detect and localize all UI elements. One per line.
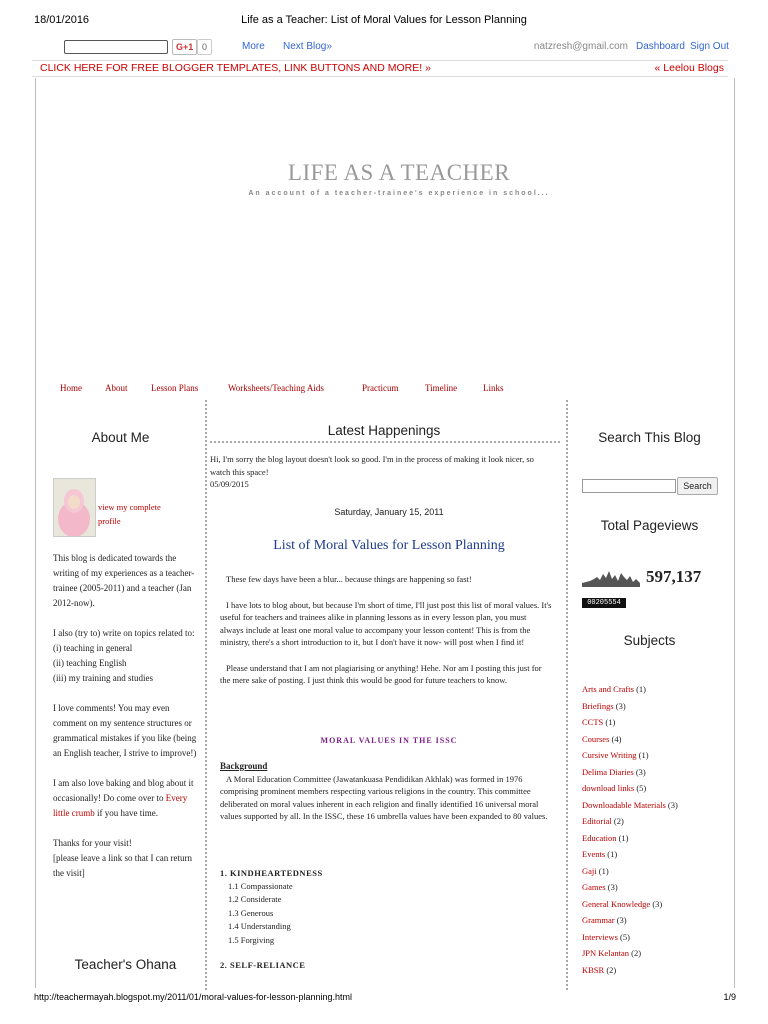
templates-banner <box>32 60 728 77</box>
value-heading-2: 2. SELF-RELIANCE <box>220 960 306 970</box>
value-item: 1.5 Forgiving <box>228 934 275 945</box>
label-link[interactable]: Editorial <box>582 816 612 826</box>
label-link[interactable]: Briefings <box>582 700 614 711</box>
profile-avatar[interactable] <box>53 478 96 537</box>
latest-message: Hi, I'm sorry the blog layout doesn't look so good. I'm in the process of making it look nicer, so watch this space! <box>210 454 534 477</box>
value-item: 1.4 Understanding <box>228 921 291 931</box>
label-count: (3) <box>615 700 626 711</box>
label-count: (2) <box>631 948 642 958</box>
label-count: (5) <box>636 783 647 793</box>
label-link[interactable]: Grammar <box>582 915 615 925</box>
print-title: Life as a Teacher: List of Moral Values for Lesson Planning <box>241 14 527 26</box>
label-count: (5) <box>620 931 630 942</box>
post-p2: I have lots to blog about, but because I'm short of time, I'll just post this list of moral values. It's useful for teachers and trainees alike in planning lessons as in every lesson plan, you must always include at least one moral value to accompany your lesson content! This is from the ministry, there's a short introduction to it, but I don't have it now- will post when I find it! <box>220 599 552 647</box>
background-section <box>220 760 552 823</box>
label-link[interactable]: KBSR <box>582 964 605 975</box>
latest-date: 05/09/2015 <box>210 479 249 489</box>
list-item <box>582 879 678 896</box>
print-url: http://teachermayah.blogspot.my/2011/01/moral-values-for-lesson-planning.html <box>34 992 352 1002</box>
gplus-count: 0 <box>197 39 212 55</box>
latest-divider <box>210 441 560 443</box>
label-count: (1) <box>618 832 629 843</box>
list-item <box>582 731 678 748</box>
blogger-navbar <box>34 38 734 58</box>
label-link[interactable]: General Knowledge <box>582 898 651 909</box>
post-p1: These few days have been a blur... because things are happening so fast! <box>226 574 472 584</box>
about-topics <box>53 626 198 686</box>
label-link[interactable]: Gaji <box>582 865 597 876</box>
search-button[interactable]: Search <box>677 477 718 495</box>
label-link[interactable]: download links <box>582 783 635 793</box>
list-item <box>582 681 678 698</box>
search-input[interactable] <box>582 479 676 493</box>
list-item <box>582 912 678 929</box>
gplus-button[interactable]: G+1 <box>172 39 197 55</box>
label-link[interactable]: Games <box>582 882 606 892</box>
value-item: 1.3 Generous <box>228 907 274 918</box>
label-count: (1) <box>636 684 646 694</box>
about-thanks-note: [please leave a link so that I can return the visit] <box>53 853 192 878</box>
list-item <box>582 780 678 797</box>
list-item <box>582 813 678 830</box>
templates-link[interactable]: CLICK HERE FOR FREE BLOGGER TEMPLATES, LINK BUTTONS AND MORE! » <box>40 62 431 74</box>
about-topics-intro: I also (try to) write on topics related to: <box>53 628 195 638</box>
more-link[interactable]: More <box>242 41 265 52</box>
about-baking-text: I am also love baking and blog about it occasionally! Do come over to <box>53 778 194 803</box>
post-date: Saturday, January 15, 2011 <box>334 507 444 517</box>
menu-links[interactable]: Links <box>483 383 504 393</box>
list-item <box>582 863 678 880</box>
about-topic-3: (iii) my training and studies <box>53 673 153 683</box>
subjects-list <box>582 681 678 978</box>
teachers-ohana-title: Teacher's Ohana <box>74 957 177 972</box>
label-link[interactable]: JPN Kelantan <box>582 948 629 958</box>
post-intro <box>220 573 552 687</box>
label-link[interactable]: Delima Diaries <box>582 766 634 777</box>
label-count: (1) <box>605 717 616 727</box>
about-text <box>53 551 198 896</box>
about-topic-1: (i) teaching in general <box>53 643 133 653</box>
label-count: (3) <box>616 915 627 925</box>
user-email: natzresh@gmail.com <box>533 41 628 52</box>
post-p3: Please understand that I am not plagiarising or anything! Hehe. Nor am I posting this just for the mere sake of posting. I just think this would be good for future teachers to know. <box>220 662 542 685</box>
list-item <box>582 764 678 781</box>
label-link[interactable]: Downloadable Materials <box>582 799 666 810</box>
label-count: (3) <box>607 882 618 892</box>
value-heading-1: 1. KINDHEARTEDNESS <box>220 868 323 878</box>
pageviews-title: Total Pageviews <box>600 518 699 533</box>
menu-lesson-plans[interactable]: Lesson Plans <box>151 383 199 393</box>
search-title: Search This Blog <box>598 430 701 445</box>
label-count: (3) <box>635 766 646 777</box>
about-me-title: About Me <box>91 430 150 445</box>
section-heading: MORAL VALUES IN THE ISSC <box>320 736 458 745</box>
navbar-search-input[interactable] <box>64 40 168 54</box>
about-baking <box>53 776 198 821</box>
background-text: A Moral Education Committee (Jawatankuasa Pendidikan Akhlak) was formed in 1976 comprising prominent members respecting various religions in the country. This committee deliberated on moral values inherent in each religion and finally identified 16 universal moral values supported by all. In the ISSC, these 16 umbrella values have been expanded to 80 values. <box>220 773 548 821</box>
pageviews-counter: 00205554 <box>582 598 626 608</box>
about-baking-text-end: if you have time. <box>97 808 158 818</box>
post-title[interactable]: List of Moral Values for Lesson Planning <box>273 538 505 553</box>
menu-practicum[interactable]: Practicum <box>362 383 399 393</box>
next-blog-link[interactable]: Next Blog» <box>283 41 332 52</box>
label-count: (1) <box>598 865 609 876</box>
list-item <box>582 714 678 731</box>
label-count: (1) <box>607 849 618 859</box>
list-item <box>582 945 678 962</box>
column-divider-left <box>205 400 207 990</box>
label-link[interactable]: Education <box>582 832 617 843</box>
label-count: (4) <box>611 733 622 744</box>
about-intro: This blog is dedicated towards the writing of my experiences as a teacher-trainee (2005-2011) and a teacher (Jan 2012-now). <box>53 553 195 608</box>
subjects-title: Subjects <box>623 633 676 648</box>
label-link[interactable]: Courses <box>582 733 610 744</box>
pageviews-count: 597,137 <box>646 567 702 586</box>
blog-title[interactable]: LIFE AS A TEACHER <box>287 160 511 185</box>
print-date: 18/01/2016 <box>34 14 90 26</box>
sign-out-link[interactable]: Sign Out <box>690 41 729 52</box>
about-topic-2: (ii) teaching English <box>53 658 127 668</box>
value-item: 1.1 Compassionate <box>228 880 293 891</box>
view-profile-link[interactable]: view my complete profile <box>98 502 161 526</box>
about-thanks-line: Thanks for your visit! <box>53 838 132 848</box>
leelou-link[interactable]: « Leelou Blogs <box>654 62 724 74</box>
column-divider-right <box>566 400 568 990</box>
every-little-crumb-link[interactable]: Every little crumb <box>53 793 188 818</box>
list-item <box>582 962 678 979</box>
print-page-number: 1/9 <box>723 992 736 1002</box>
list-item <box>582 896 678 913</box>
latest-happenings-title: Latest Happenings <box>327 423 441 438</box>
value-list <box>220 867 552 972</box>
menu-timeline[interactable]: Timeline <box>425 383 458 393</box>
label-count: (2) <box>606 964 617 975</box>
menu-home[interactable]: Home <box>60 383 82 393</box>
blog-description: An account of a teacher-trainee's experience in school... <box>248 190 550 197</box>
value-item: 1.2 Considerate <box>228 894 282 904</box>
label-count: (3) <box>667 799 678 810</box>
menu-about[interactable]: About <box>105 383 128 393</box>
label-link[interactable]: Cursive Writing <box>582 750 637 760</box>
list-item <box>582 698 678 715</box>
label-link[interactable]: Interviews <box>582 931 618 942</box>
list-item <box>582 830 678 847</box>
label-count: (2) <box>613 816 624 826</box>
label-link[interactable]: CCTS <box>582 717 604 727</box>
latest-happenings-text <box>210 453 550 491</box>
label-count: (3) <box>652 898 663 909</box>
background-heading: Background <box>220 761 268 771</box>
dashboard-link[interactable]: Dashboard <box>636 41 685 52</box>
list-item <box>582 797 678 814</box>
pageviews-sparkline-icon <box>582 565 640 589</box>
label-count: (1) <box>638 750 649 760</box>
list-item <box>582 929 678 946</box>
menu-worksheets[interactable]: Worksheets/Teaching Aids <box>228 383 324 393</box>
value-1-items <box>220 880 552 948</box>
list-item <box>582 747 678 764</box>
about-thanks <box>53 836 198 881</box>
list-item <box>582 846 678 863</box>
about-comments: I love comments! You may even comment on my sentence structures or grammatical mistakes if you like (being an English teacher, I strive to improve!) <box>53 703 197 758</box>
label-link[interactable]: Events <box>582 849 606 859</box>
avatar-image <box>54 479 95 536</box>
label-link[interactable]: Arts and Crafts <box>582 684 634 694</box>
